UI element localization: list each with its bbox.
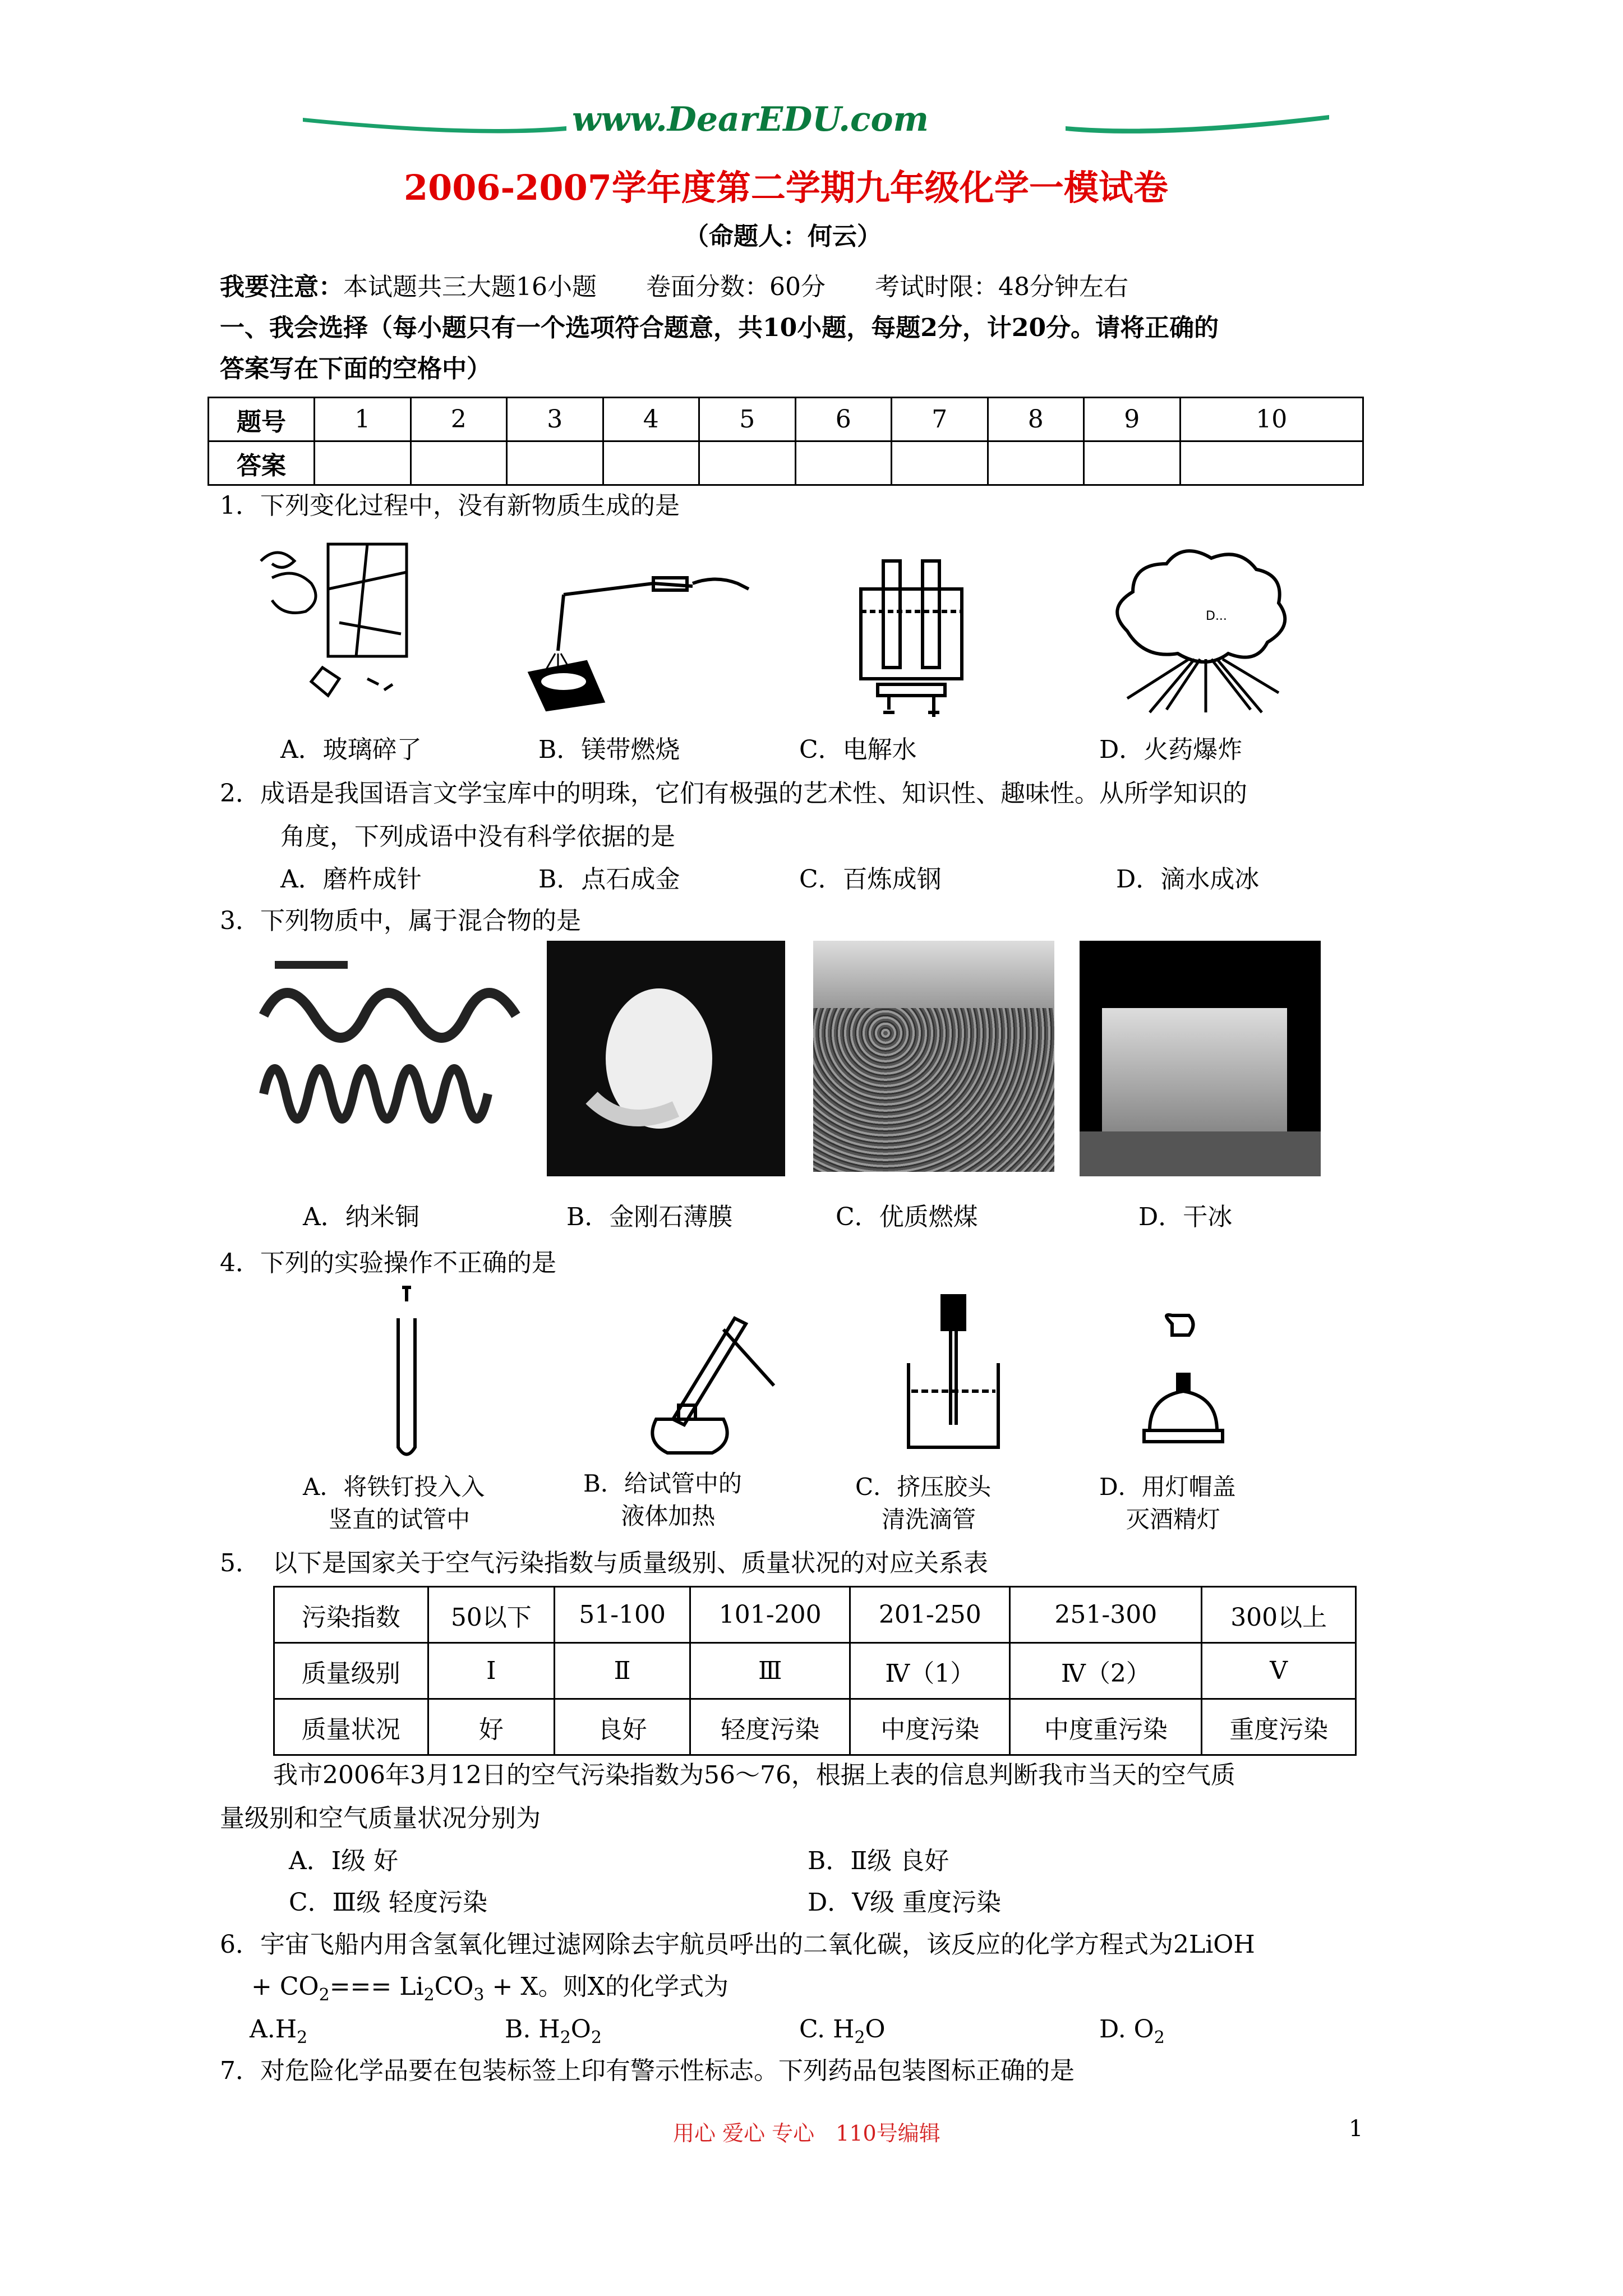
answer-cell[interactable] — [603, 441, 699, 485]
aq-cell: 中度重污染 — [1010, 1699, 1202, 1755]
notice-label: 我要注意： — [220, 273, 343, 301]
answer-table-number: 3 — [507, 398, 603, 441]
answer-table-number: 6 — [795, 398, 892, 441]
q6-stem-line2 — [251, 1970, 728, 2012]
aq-cell: 201-250 — [850, 1587, 1010, 1643]
answer-cell[interactable] — [988, 441, 1084, 485]
q4-option-d-line1: D．用灯帽盖 — [1099, 1473, 1236, 1501]
aq-cell: 轻度污染 — [690, 1699, 850, 1755]
q6-option-c — [799, 2013, 886, 2055]
diamond-film-image — [547, 941, 785, 1176]
q1-option-a: A．玻璃碎了 — [280, 735, 422, 764]
q6-eq-part: === Li — [329, 1972, 424, 2001]
q6-option-sub: 2 — [854, 2027, 865, 2047]
q1-option-c: C．电解水 — [799, 735, 917, 764]
q3-option-a: A．纳米铜 — [303, 1203, 419, 1231]
q2-stem-line2: 角度，下列成语中没有科学依据的是 — [280, 822, 675, 851]
answer-table-number: 10 — [1180, 398, 1363, 441]
broken-glass-illustration — [255, 539, 423, 707]
aq-cell: 中度污染 — [850, 1699, 1010, 1755]
air-quality-table — [273, 1586, 1357, 1756]
q5-option-c: C．Ⅲ级 轻度污染 — [289, 1888, 488, 1917]
q4-option-c-line1: C．挤压胶头 — [855, 1473, 992, 1501]
q5-stem: 5． 以下是国家关于空气污染指数与质量级别、质量状况的对应关系表 — [220, 1549, 988, 1577]
aq-cell: Ⅲ — [690, 1643, 850, 1699]
quality-coal-image — [813, 941, 1054, 1172]
aq-cell: 污染指数 — [274, 1587, 428, 1643]
q5-option-a: A．Ⅰ级 好 — [289, 1847, 399, 1875]
answer-table-number: 9 — [1084, 398, 1181, 441]
q4-option-b — [583, 1467, 742, 1533]
q5-option-b: B．Ⅱ级 良好 — [808, 1847, 949, 1875]
q1-stem: 1．下列变化过程中，没有新物质生成的是 — [220, 491, 680, 520]
q6-eq-part: CO — [434, 1972, 474, 2001]
q6-option-sub: 2 — [1154, 2027, 1165, 2047]
answer-table — [208, 397, 1364, 486]
alcohol-lamp-illustration — [1133, 1313, 1234, 1458]
answer-table-number: 4 — [603, 398, 699, 441]
q2-option-a: A．磨杵成针 — [280, 865, 422, 894]
q2-option-b: B．点石成金 — [538, 865, 680, 894]
aq-cell: 质量级别 — [274, 1643, 428, 1699]
q5-paragraph-line2: 量级别和空气质量状况分别为 — [220, 1804, 541, 1833]
q6-eq-sub: 3 — [473, 1985, 485, 2005]
q6-option-sub: 2 — [591, 2027, 602, 2047]
answer-table-answer-label: 答案 — [209, 441, 315, 485]
q6-option-text: B. H — [505, 2015, 560, 2044]
aq-cell: 50以下 — [428, 1587, 554, 1643]
q2-stem-line1: 2．成语是我国语言文学宝库中的明珠，它们有极强的艺术性、知识性、趣味性。从所学知识的 — [220, 779, 1247, 808]
magnesium-burning-illustration — [524, 561, 766, 712]
answer-cell[interactable] — [1180, 441, 1363, 485]
aq-cell: Ⅳ（2） — [1010, 1643, 1202, 1699]
q4-option-a-line1: A．将铁钉投入入 — [303, 1473, 485, 1501]
q6-option-text: C. H — [799, 2015, 855, 2044]
q6-option-text: O — [865, 2015, 886, 2044]
electrolysis-illustration — [855, 555, 967, 718]
aq-cell: 重度污染 — [1202, 1699, 1356, 1755]
aq-cell: 良好 — [555, 1699, 690, 1755]
q1-option-d: D．火药爆炸 — [1099, 735, 1243, 764]
gunpowder-explosion-illustration — [1094, 547, 1307, 715]
answer-table-number: 5 — [699, 398, 796, 441]
aq-cell: 51-100 — [555, 1587, 690, 1643]
q5-paragraph-line1: 我市2006年3月12日的空气污染指数为56～76，根据上表的信息判断我市当天的空气质 — [273, 1761, 1235, 1789]
q6-option-a — [250, 2013, 307, 2055]
aq-cell: 101-200 — [690, 1587, 850, 1643]
answer-table-number: 1 — [315, 398, 411, 441]
q3-option-d: D．干冰 — [1138, 1203, 1233, 1231]
q3-stem: 3．下列物质中，属于混合物的是 — [220, 907, 581, 935]
site-logo-text: www.DearEDU.com — [572, 100, 929, 139]
q6-option-sub: 2 — [297, 2027, 308, 2047]
section1-heading-2: 答案写在下面的空格中） — [220, 355, 491, 383]
aq-cell: Ⅴ — [1202, 1643, 1356, 1699]
q4-option-c — [855, 1471, 991, 1536]
answer-cell[interactable] — [507, 441, 603, 485]
aq-cell: 好 — [428, 1699, 554, 1755]
heating-test-tube-illustration — [639, 1307, 785, 1464]
aq-cell: Ⅰ — [428, 1643, 554, 1699]
footer-text: 用心 爱心 专心 110号编辑 — [673, 2121, 940, 2146]
answer-table-header-label: 题号 — [209, 398, 315, 441]
q2-option-c: C．百炼成钢 — [799, 865, 942, 894]
q6-eq-sub: 2 — [319, 1985, 330, 2005]
q4-option-d-line2: 灭酒精灯 — [1126, 1506, 1220, 1533]
q3-option-c: C．优质燃煤 — [836, 1203, 978, 1231]
q3-option-b: B．金刚石薄膜 — [566, 1203, 733, 1231]
q1-option-b: B．镁带燃烧 — [538, 735, 680, 764]
answer-cell[interactable] — [795, 441, 892, 485]
nano-copper-image — [252, 948, 522, 1172]
aq-cell: Ⅱ — [555, 1643, 690, 1699]
q2-option-d: D．滴水成冰 — [1116, 865, 1260, 894]
page-number: 1 — [1349, 2116, 1363, 2142]
answer-cell[interactable] — [411, 441, 507, 485]
answer-cell[interactable] — [699, 441, 796, 485]
q4-option-b-line2: 液体加热 — [621, 1502, 716, 1530]
answer-table-number: 2 — [411, 398, 507, 441]
q6-option-text: O — [570, 2015, 591, 2044]
aq-cell: 300以上 — [1202, 1587, 1356, 1643]
q5-option-d: D．Ⅴ级 重度污染 — [808, 1888, 1002, 1917]
q4-option-a-line2: 竖直的试管中 — [329, 1506, 471, 1533]
q6-option-text: D. O — [1099, 2015, 1154, 2044]
q6-eq-sub: 2 — [423, 1985, 435, 2005]
q4-stem: 4．下列的实验操作不正确的是 — [220, 1249, 556, 1277]
q6-eq-part: + X。则X的化学式为 — [484, 1972, 729, 2001]
notice-text: 本试题共三大题16小题 卷面分数：60分 考试时限：48分钟左右 — [343, 273, 1128, 301]
answer-cell[interactable] — [892, 441, 988, 485]
svg-text:D...: D... — [1206, 609, 1227, 623]
q4-option-d — [1099, 1471, 1236, 1536]
page-title: 2006-2007学年度第二学期九年级化学一模试卷 — [404, 167, 1168, 208]
q6-eq-part: + CO — [251, 1972, 319, 2001]
q6-option-d — [1099, 2013, 1165, 2055]
aq-cell: 质量状况 — [274, 1699, 428, 1755]
q4-option-a — [303, 1471, 485, 1536]
author-line: （命题人：何云） — [684, 222, 882, 251]
answer-table-number: 7 — [892, 398, 988, 441]
notice-line — [220, 270, 1128, 304]
section1-heading-1: 一、我会选择（每小题只有一个选项符合题意，共10小题，每题2分，计20分。请将正确的 — [220, 314, 1219, 342]
q4-option-b-line1: B．给试管中的 — [583, 1470, 742, 1497]
answer-cell[interactable] — [315, 441, 411, 485]
q4-option-c-line2: 清洗滴管 — [882, 1506, 976, 1533]
q6-option-b — [505, 2013, 602, 2055]
q6-option-sub: 2 — [560, 2027, 571, 2047]
dry-ice-image — [1080, 941, 1321, 1176]
aq-cell: Ⅳ（1） — [850, 1643, 1010, 1699]
answer-table-number: 8 — [988, 398, 1084, 441]
q6-option-text: A.H — [250, 2015, 297, 2044]
answer-cell[interactable] — [1084, 441, 1181, 485]
q7-stem: 7．对危险化学品要在包装标签上印有警示性标志。下列药品包装图标正确的是 — [220, 2056, 1075, 2085]
aq-cell: 251-300 — [1010, 1587, 1202, 1643]
nail-test-tube-illustration — [390, 1285, 423, 1464]
dropper-beaker-illustration — [897, 1290, 1009, 1458]
q6-stem-line1: 6．宇宙飞船内用含氢氧化锂过滤网除去宇航员呼出的二氧化碳，该反应的化学方程式为2LiOH — [220, 1930, 1255, 1959]
